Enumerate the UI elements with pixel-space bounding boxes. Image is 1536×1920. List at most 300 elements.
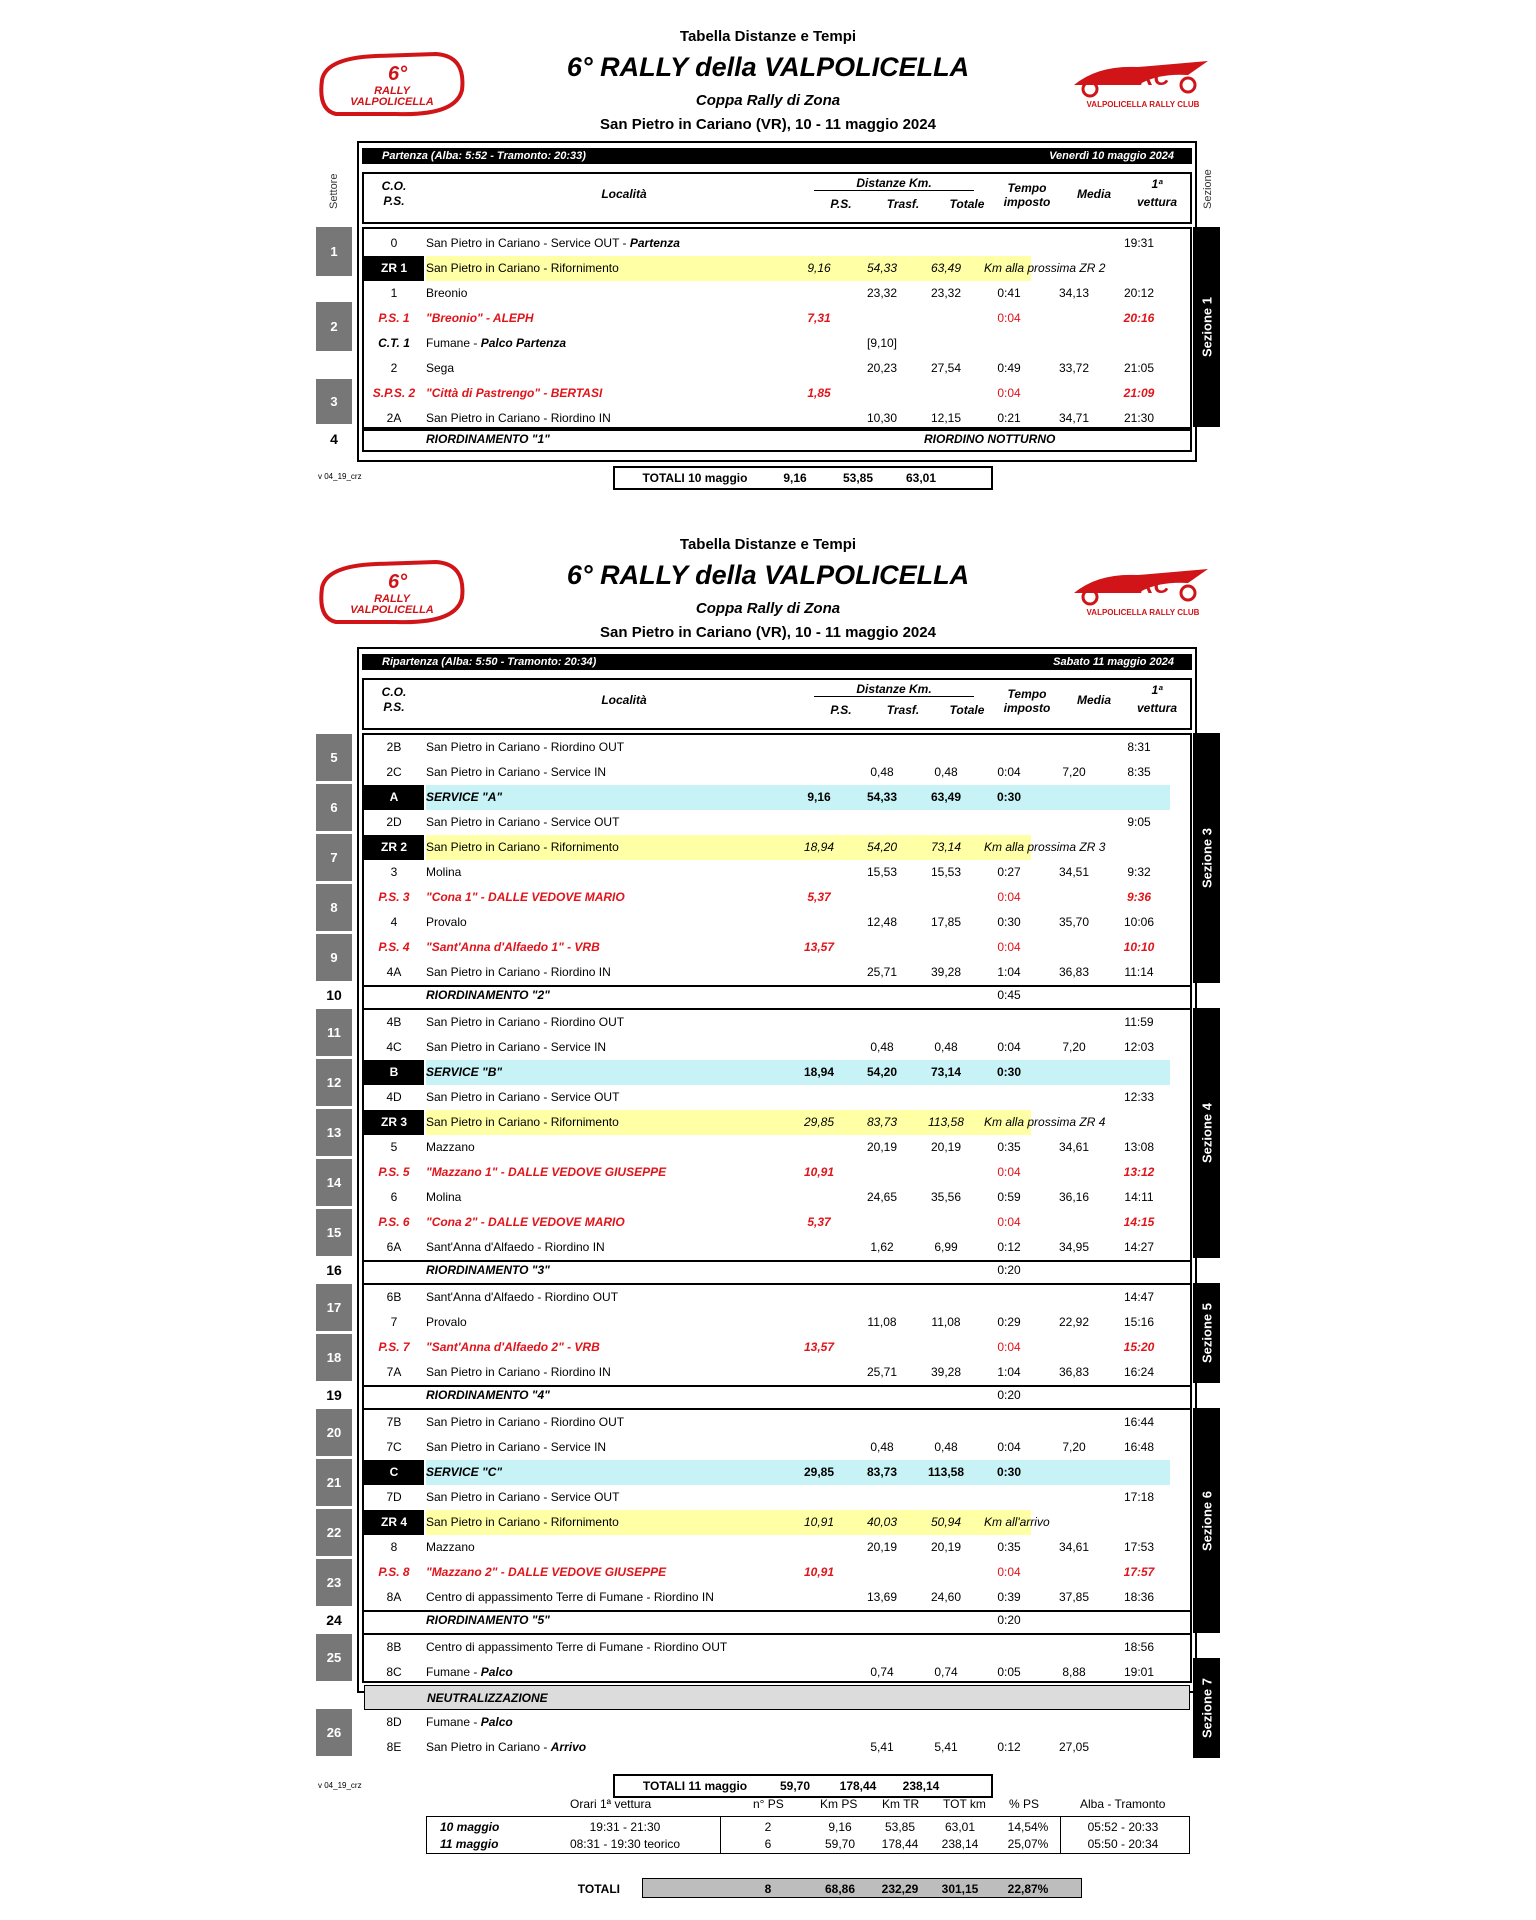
- cell-tot: [916, 1710, 976, 1735]
- cell-tot: 5,41: [934, 1740, 958, 1754]
- svg-text:VRC: VRC: [1123, 65, 1170, 90]
- cell-md: [1044, 1085, 1104, 1110]
- table-body-day1: [362, 227, 1192, 431]
- cell-ps: 29,85: [803, 1465, 835, 1479]
- cell-tr: 1,62: [870, 1240, 894, 1254]
- table-row: [364, 1360, 1190, 1385]
- cell-tot: 73,14: [930, 1065, 962, 1079]
- col-localita: Località: [601, 693, 647, 707]
- sector-1: 1: [316, 227, 352, 276]
- cell-ps: 9,16: [807, 261, 831, 275]
- totals-totale: 63,01: [905, 471, 937, 485]
- cell-md: 34,61: [1058, 1140, 1090, 1154]
- cell-tot: 20,19: [930, 1540, 962, 1554]
- cell-ps: [789, 810, 849, 835]
- cell-md: 34,61: [1058, 1540, 1090, 1554]
- cell-loc: Sant'Anna d'Alfaedo - Riordino OUT: [426, 1290, 619, 1304]
- cell-loc: San Pietro in Cariano - Riordino IN: [426, 411, 611, 425]
- zone-sezione-4: [1193, 1008, 1220, 1258]
- header-subtitle: Tabella Distanze e Tempi: [679, 28, 857, 45]
- cell-loc: Molina: [426, 1190, 462, 1204]
- table-row: [364, 381, 1190, 406]
- cell-tr: 24,65: [866, 1190, 898, 1204]
- cell-tot: 35,56: [930, 1190, 962, 1204]
- sector-21: 21: [316, 1459, 352, 1506]
- cell-co: 6A: [386, 1240, 402, 1254]
- cell-loc: "Cona 1" - DALLE VEDOVE MARIO: [426, 890, 625, 904]
- cell-co: 7: [390, 1315, 398, 1329]
- cell-loc: San Pietro in Cariano - Rifornimento: [426, 835, 1031, 860]
- loc-bold: Arrivo: [550, 1740, 587, 1754]
- cell-tm: 0:41: [997, 286, 1021, 300]
- sum-nps: 2: [764, 1820, 772, 1834]
- table-row: [364, 810, 1190, 835]
- cell-ps: [789, 331, 849, 356]
- cell-v: 9:05: [1127, 815, 1151, 829]
- loc-text: San Pietro in Cariano -: [426, 1740, 551, 1754]
- cell-loc: RIORDINAMENTO "2": [426, 988, 550, 1002]
- sector-5: 5: [316, 734, 352, 781]
- zone-sezione-7: [1193, 1658, 1220, 1758]
- zone-sezione-1: [1193, 227, 1220, 427]
- cell-tot: 17,85: [930, 915, 962, 929]
- cell-tot: 20,19: [930, 1140, 962, 1154]
- cell-tr: 40,03: [866, 1515, 898, 1529]
- cell-v: 19:31: [1123, 236, 1155, 250]
- sum-total-label: TOTALI: [577, 1882, 620, 1896]
- cell-tm: [979, 1710, 1039, 1735]
- table-row: [364, 1210, 1190, 1235]
- cell-tr: [852, 810, 912, 835]
- cell-tot: [916, 885, 976, 910]
- loc-text: San Pietro in Cariano - Service OUT -: [426, 236, 630, 250]
- table-row: [364, 1560, 1190, 1585]
- col-trasf: Trasf.: [886, 703, 920, 717]
- cell-md: [1044, 885, 1104, 910]
- cell-v: 13:12: [1123, 1165, 1155, 1179]
- day-bar: [362, 148, 1192, 164]
- cell-tm: [979, 331, 1039, 356]
- cell-loc: [426, 331, 796, 356]
- cell-ps: [789, 1035, 849, 1060]
- club-logo: [1068, 55, 1218, 110]
- cell-v: 20:12: [1123, 286, 1155, 300]
- cell-loc: San Pietro in Cariano - Rifornimento: [426, 1510, 1031, 1535]
- cell-v: [1109, 1060, 1169, 1085]
- cell-tot: 50,94: [930, 1515, 962, 1529]
- table-row: [364, 331, 1190, 356]
- table-row: [364, 1185, 1190, 1210]
- cell-tr: 0,48: [870, 1040, 894, 1054]
- cell-tr: 0,74: [870, 1665, 894, 1679]
- table-row: [364, 1235, 1190, 1260]
- cell-note: Km alla prossima ZR 2: [984, 261, 1106, 275]
- cell-tr: 5,41: [870, 1740, 894, 1754]
- col-dist-ps: P.S.: [830, 197, 852, 211]
- cell-ps: [789, 1585, 849, 1610]
- zone-label: Sezione 5: [1199, 1303, 1214, 1363]
- cell-co: 4: [390, 915, 398, 929]
- cell-co: 0: [390, 236, 398, 250]
- cell-loc: SERVICE "A": [426, 785, 1170, 810]
- cell-co: 2A: [386, 411, 402, 425]
- cell-md: 34,71: [1058, 411, 1090, 425]
- cell-tm: [979, 810, 1039, 835]
- table-row: [364, 1160, 1190, 1185]
- col-vettura-a: 1ª: [1151, 683, 1163, 697]
- cell-ps: 5,37: [807, 890, 831, 904]
- cell-v: 11:14: [1124, 965, 1154, 979]
- cell-ps: 29,85: [803, 1115, 835, 1129]
- cell-v: 21:30: [1123, 411, 1155, 425]
- cell-v: 12:33: [1123, 1090, 1155, 1104]
- cell-ps: [789, 1135, 849, 1160]
- cell-md: 35,70: [1058, 915, 1090, 929]
- cell-tot: [916, 1485, 976, 1510]
- cell-co: 8E: [386, 1740, 402, 1754]
- cell-loc: San Pietro in Cariano - Riordino OUT: [426, 1415, 625, 1429]
- cell-loc: "Città di Pastrengo" - BERTASI: [426, 386, 603, 400]
- col-vettura-a: 1ª: [1151, 177, 1163, 191]
- cell-loc: RIORDINAMENTO "4": [426, 1388, 550, 1402]
- cell-md: 34,95: [1058, 1240, 1090, 1254]
- table-row: [364, 1660, 1190, 1685]
- sector-22: 22: [316, 1509, 352, 1556]
- cell-v: 10:10: [1123, 940, 1155, 954]
- cell-tr: 83,73: [866, 1115, 898, 1129]
- cell-tot: 0,48: [934, 765, 958, 779]
- cell-tm: 0:12: [997, 1240, 1021, 1254]
- loc-text: Fumane -: [426, 336, 481, 350]
- cell-loc: "Mazzano 1" - DALLE VEDOVE GIUSEPPE: [426, 1165, 667, 1179]
- cell-tr: 0,48: [870, 1440, 894, 1454]
- cell-tr: 13,69: [866, 1590, 898, 1604]
- rally-logo: [316, 50, 468, 120]
- cell-tot: [916, 1410, 976, 1435]
- sector-6: 6: [316, 784, 352, 831]
- riord-label: RIORDINAMENTO "1": [426, 432, 550, 446]
- loc-bold: Partenza: [629, 236, 680, 250]
- cell-tm: 0:04: [997, 765, 1021, 779]
- cell-co: A: [364, 785, 424, 810]
- cell-loc: "Mazzano 2" - DALLE VEDOVE GIUSEPPE: [426, 1565, 667, 1579]
- cell-co: ZR 2: [364, 835, 424, 860]
- sector-riord: 24: [326, 1612, 342, 1628]
- cell-tm: 0:20: [997, 1613, 1021, 1627]
- cell-tm: 0:30: [996, 790, 1022, 804]
- cell-tm: 0:04: [997, 386, 1021, 400]
- cell-tm: 0:04: [997, 890, 1021, 904]
- cell-tr: 20,23: [866, 361, 898, 375]
- header-2: [0, 508, 1536, 648]
- table-row: [364, 1735, 1190, 1760]
- header-place-date: San Pietro in Cariano (VR), 10 - 11 maggio 2024: [600, 116, 936, 133]
- cell-tot: [916, 1635, 976, 1660]
- cell-ps: [789, 1660, 849, 1685]
- column-header: [362, 172, 1192, 224]
- cell-co: 7C: [386, 1440, 402, 1454]
- svg-text:VALPOLICELLA: VALPOLICELLA: [350, 604, 434, 616]
- cell-ps: [789, 1010, 849, 1035]
- loc-bold: Palco: [480, 1715, 513, 1729]
- cell-tm: [979, 1485, 1039, 1510]
- cell-tot: 23,32: [930, 286, 962, 300]
- cell-loc: San Pietro in Cariano - Service IN: [426, 1440, 607, 1454]
- cell-co: 7D: [386, 1490, 402, 1504]
- cell-v: [1109, 1735, 1169, 1760]
- cell-tot: 73,14: [930, 840, 962, 854]
- sector-riord: 19: [326, 1387, 342, 1403]
- cell-tr: 15,53: [866, 865, 898, 879]
- cell-co: 8B: [386, 1640, 402, 1654]
- svg-text:VRC: VRC: [1123, 573, 1170, 598]
- cell-loc: San Pietro in Cariano - Rifornimento: [426, 1110, 1031, 1135]
- cell-tm: 0:12: [997, 1740, 1021, 1754]
- table-row: [364, 1060, 1190, 1085]
- cell-tm: 0:20: [997, 1263, 1021, 1277]
- cell-md: 7,20: [1062, 1440, 1086, 1454]
- cell-v: 16:48: [1123, 1440, 1155, 1454]
- col-totale: Totale: [949, 703, 985, 717]
- col-co: C.O.: [381, 179, 407, 193]
- cell-co: 6: [390, 1190, 398, 1204]
- cell-co: P.S. 8: [378, 1565, 410, 1579]
- cell-tot: [916, 735, 976, 760]
- table-row: [362, 1385, 1192, 1410]
- cell-co: 8D: [386, 1715, 402, 1729]
- version: v 04_19_crz: [318, 472, 362, 481]
- cell-tot: [916, 1335, 976, 1360]
- table-row: [364, 1410, 1190, 1435]
- col-tempo: Tempo: [1007, 181, 1047, 195]
- cell-v: 17:57: [1123, 1565, 1155, 1579]
- cell-md: [1044, 810, 1104, 835]
- cell-loc: San Pietro in Cariano - Service OUT: [426, 1090, 620, 1104]
- cell-v: 16:44: [1123, 1415, 1155, 1429]
- cell-loc: San Pietro in Cariano - Riordino IN: [426, 965, 611, 979]
- cell-tr: 54,20: [866, 1065, 898, 1079]
- sum-tot: 238,14: [941, 1837, 979, 1851]
- cell-tot: 113,58: [928, 1115, 964, 1129]
- table-row: [364, 281, 1190, 306]
- col-distanze: Distanze Km.: [814, 682, 974, 697]
- sum-h-kmps: Km PS: [820, 1797, 858, 1811]
- cell-ps: 1,85: [807, 386, 831, 400]
- cell-tr: [852, 1085, 912, 1110]
- table-row: [364, 835, 1190, 860]
- header-title: 6° RALLY della VALPOLICELLA: [566, 560, 970, 590]
- cell-tr: 12,48: [866, 915, 898, 929]
- cell-ps: [789, 735, 849, 760]
- table-row: [364, 1285, 1190, 1310]
- cell-tot: 27,54: [930, 361, 962, 375]
- cell-tr: 54,33: [866, 261, 898, 275]
- cell-v: [1109, 1710, 1169, 1735]
- cell-tr: 11,08: [867, 1315, 897, 1329]
- club-logo: [1068, 563, 1218, 618]
- cell-tr: 20,19: [866, 1540, 898, 1554]
- totals-day1: [613, 466, 993, 490]
- totals-totale: 238,14: [902, 1779, 940, 1793]
- cell-v: 16:24: [1123, 1365, 1155, 1379]
- cell-loc: San Pietro in Cariano - Riordino IN: [426, 1365, 611, 1379]
- cell-v: 17:53: [1123, 1540, 1155, 1554]
- cell-md: [1044, 1160, 1104, 1185]
- sum-total-kmtr: 232,29: [881, 1882, 919, 1896]
- cell-tm: 0:04: [997, 1040, 1021, 1054]
- table-row: [364, 1460, 1190, 1485]
- sector-26: 26: [316, 1709, 352, 1756]
- cell-note: Km alla prossima ZR 4: [984, 1115, 1106, 1129]
- cell-tot: 24,60: [930, 1590, 962, 1604]
- cell-tr: 0,48: [870, 765, 894, 779]
- cell-tm: 0:05: [997, 1665, 1021, 1679]
- sum-pps: 25,07%: [1007, 1837, 1049, 1851]
- col-imposto: imposto: [1003, 701, 1051, 715]
- cell-tot: [916, 1210, 976, 1235]
- cell-co: C: [364, 1460, 424, 1485]
- cell-tot: [916, 1560, 976, 1585]
- col-tempo: Tempo: [1007, 687, 1047, 701]
- cell-tm: 0:45: [997, 988, 1021, 1002]
- sum-h-kmtr: Km TR: [882, 1797, 920, 1811]
- sum-alba: 05:52 - 20:33: [1087, 1820, 1159, 1834]
- loc-text: Fumane -: [426, 1715, 481, 1729]
- cell-loc: "Cona 2" - DALLE VEDOVE MARIO: [426, 1215, 625, 1229]
- cell-tm: 0:04: [997, 311, 1021, 325]
- cell-tm: [979, 1010, 1039, 1035]
- loc-text: Fumane -: [426, 1665, 481, 1679]
- table-row: [364, 356, 1190, 381]
- table-row: [364, 735, 1190, 760]
- totals-trasf: 53,85: [842, 471, 874, 485]
- riord-note: RIORDINO NOTTURNO: [924, 432, 1056, 446]
- cell-tm: 0:20: [997, 1388, 1021, 1402]
- cell-md: 7,20: [1062, 765, 1086, 779]
- cell-v: 21:05: [1123, 361, 1155, 375]
- cell-loc: [426, 1710, 796, 1735]
- cell-co: P.S. 5: [378, 1165, 410, 1179]
- col-imposto: imposto: [1003, 195, 1051, 209]
- cell-tr: [852, 1160, 912, 1185]
- cell-co: 5: [390, 1140, 398, 1154]
- cell-ps: [789, 281, 849, 306]
- cell-md: 36,83: [1058, 965, 1090, 979]
- cell-co: 2B: [386, 740, 402, 754]
- cell-v: 19:01: [1123, 1665, 1155, 1679]
- cell-co: 7B: [386, 1415, 402, 1429]
- table-row: [364, 231, 1190, 256]
- cell-tot: [916, 1160, 976, 1185]
- cell-tm: [979, 1085, 1039, 1110]
- col-ps: P.S.: [383, 194, 405, 208]
- sum-h-orari: Orari 1ª vettura: [570, 1797, 652, 1811]
- club-name: VALPOLICELLA RALLY CLUB: [1086, 608, 1200, 617]
- totals-trasf: 178,44: [839, 1779, 877, 1793]
- sum-kmps: 59,70: [824, 1837, 856, 1851]
- table-row: [364, 1010, 1190, 1035]
- col-dist-ps: P.S.: [830, 703, 852, 717]
- day-bar-right: Venerdì 10 maggio 2024: [1049, 150, 1174, 162]
- cell-ps: 18,94: [803, 1065, 835, 1079]
- cell-tot: [916, 1010, 976, 1035]
- cell-tr: [852, 1335, 912, 1360]
- cell-tot: [916, 810, 976, 835]
- sector-17: 17: [316, 1284, 352, 1331]
- cell-co: P.S. 3: [378, 890, 410, 904]
- sum-kmps: 9,16: [828, 1820, 852, 1834]
- cell-loc: [426, 1735, 796, 1760]
- col-totale: Totale: [949, 197, 985, 211]
- cell-tm: 0:29: [997, 1315, 1021, 1329]
- table-row: [362, 985, 1192, 1010]
- header-title: 6° RALLY della VALPOLICELLA: [566, 52, 970, 82]
- day-bar: [362, 654, 1192, 670]
- cell-v: 18:56: [1123, 1640, 1155, 1654]
- cell-loc: SERVICE "B": [426, 1060, 1170, 1085]
- cell-loc: SERVICE "C": [426, 1460, 1170, 1485]
- cell-co: P.S. 1: [378, 311, 410, 325]
- cell-tot: 0,48: [934, 1040, 958, 1054]
- sector-23: 23: [316, 1559, 352, 1606]
- svg-text:6°: 6°: [388, 63, 408, 85]
- col-localita: Località: [601, 187, 647, 201]
- label-settore: Settore: [328, 173, 340, 209]
- table-row: [364, 1510, 1190, 1535]
- cell-loc: San Pietro in Cariano - Service IN: [426, 1040, 607, 1054]
- sum-h-pps: % PS: [1009, 1797, 1040, 1811]
- sector-7: 7: [316, 834, 352, 881]
- sum-kmtr: 178,44: [881, 1837, 919, 1851]
- svg-text:6°: 6°: [388, 571, 408, 593]
- cell-tr: [852, 1635, 912, 1660]
- cell-co: 4A: [386, 965, 402, 979]
- cell-note: Km all'arrivo: [984, 1515, 1050, 1529]
- label-sezione: Sezione: [1202, 169, 1214, 209]
- cell-ps: [789, 1185, 849, 1210]
- cell-tr: [9,10]: [866, 336, 898, 350]
- cell-tr: 83,73: [866, 1465, 898, 1479]
- sum-day: 10 maggio: [440, 1820, 500, 1834]
- sector-riord: 10: [326, 987, 342, 1003]
- cell-v: 9:36: [1126, 890, 1152, 904]
- cell-v: 8:35: [1127, 765, 1151, 779]
- cell-ps: [789, 1360, 849, 1385]
- zone-label: Sezione 7: [1199, 1678, 1214, 1738]
- table-row: [364, 910, 1190, 935]
- cell-ps: [789, 1285, 849, 1310]
- totals-ps: 59,70: [779, 1779, 811, 1793]
- table-row: [364, 1310, 1190, 1335]
- table-row: [364, 256, 1190, 281]
- zone-sezione-5: [1193, 1283, 1220, 1383]
- cell-ps: 7,31: [807, 311, 831, 325]
- cell-tr: 25,71: [866, 1365, 898, 1379]
- cell-loc: San Pietro in Cariano - Service OUT: [426, 1490, 620, 1504]
- cell-ps: [789, 1310, 849, 1335]
- sum-orari: 19:31 - 21:30: [589, 1820, 661, 1834]
- cell-ps: [789, 1435, 849, 1460]
- cell-ps: 10,91: [803, 1165, 835, 1179]
- cell-ps: [789, 1235, 849, 1260]
- sector-12: 12: [316, 1059, 352, 1106]
- rally-logo: [316, 558, 468, 628]
- cell-tot: [916, 1085, 976, 1110]
- cell-v: 11:59: [1124, 1015, 1154, 1029]
- sum-alba: 05:50 - 20:34: [1087, 1837, 1159, 1851]
- cell-co: 1: [390, 286, 398, 300]
- cell-v: 21:09: [1123, 386, 1155, 400]
